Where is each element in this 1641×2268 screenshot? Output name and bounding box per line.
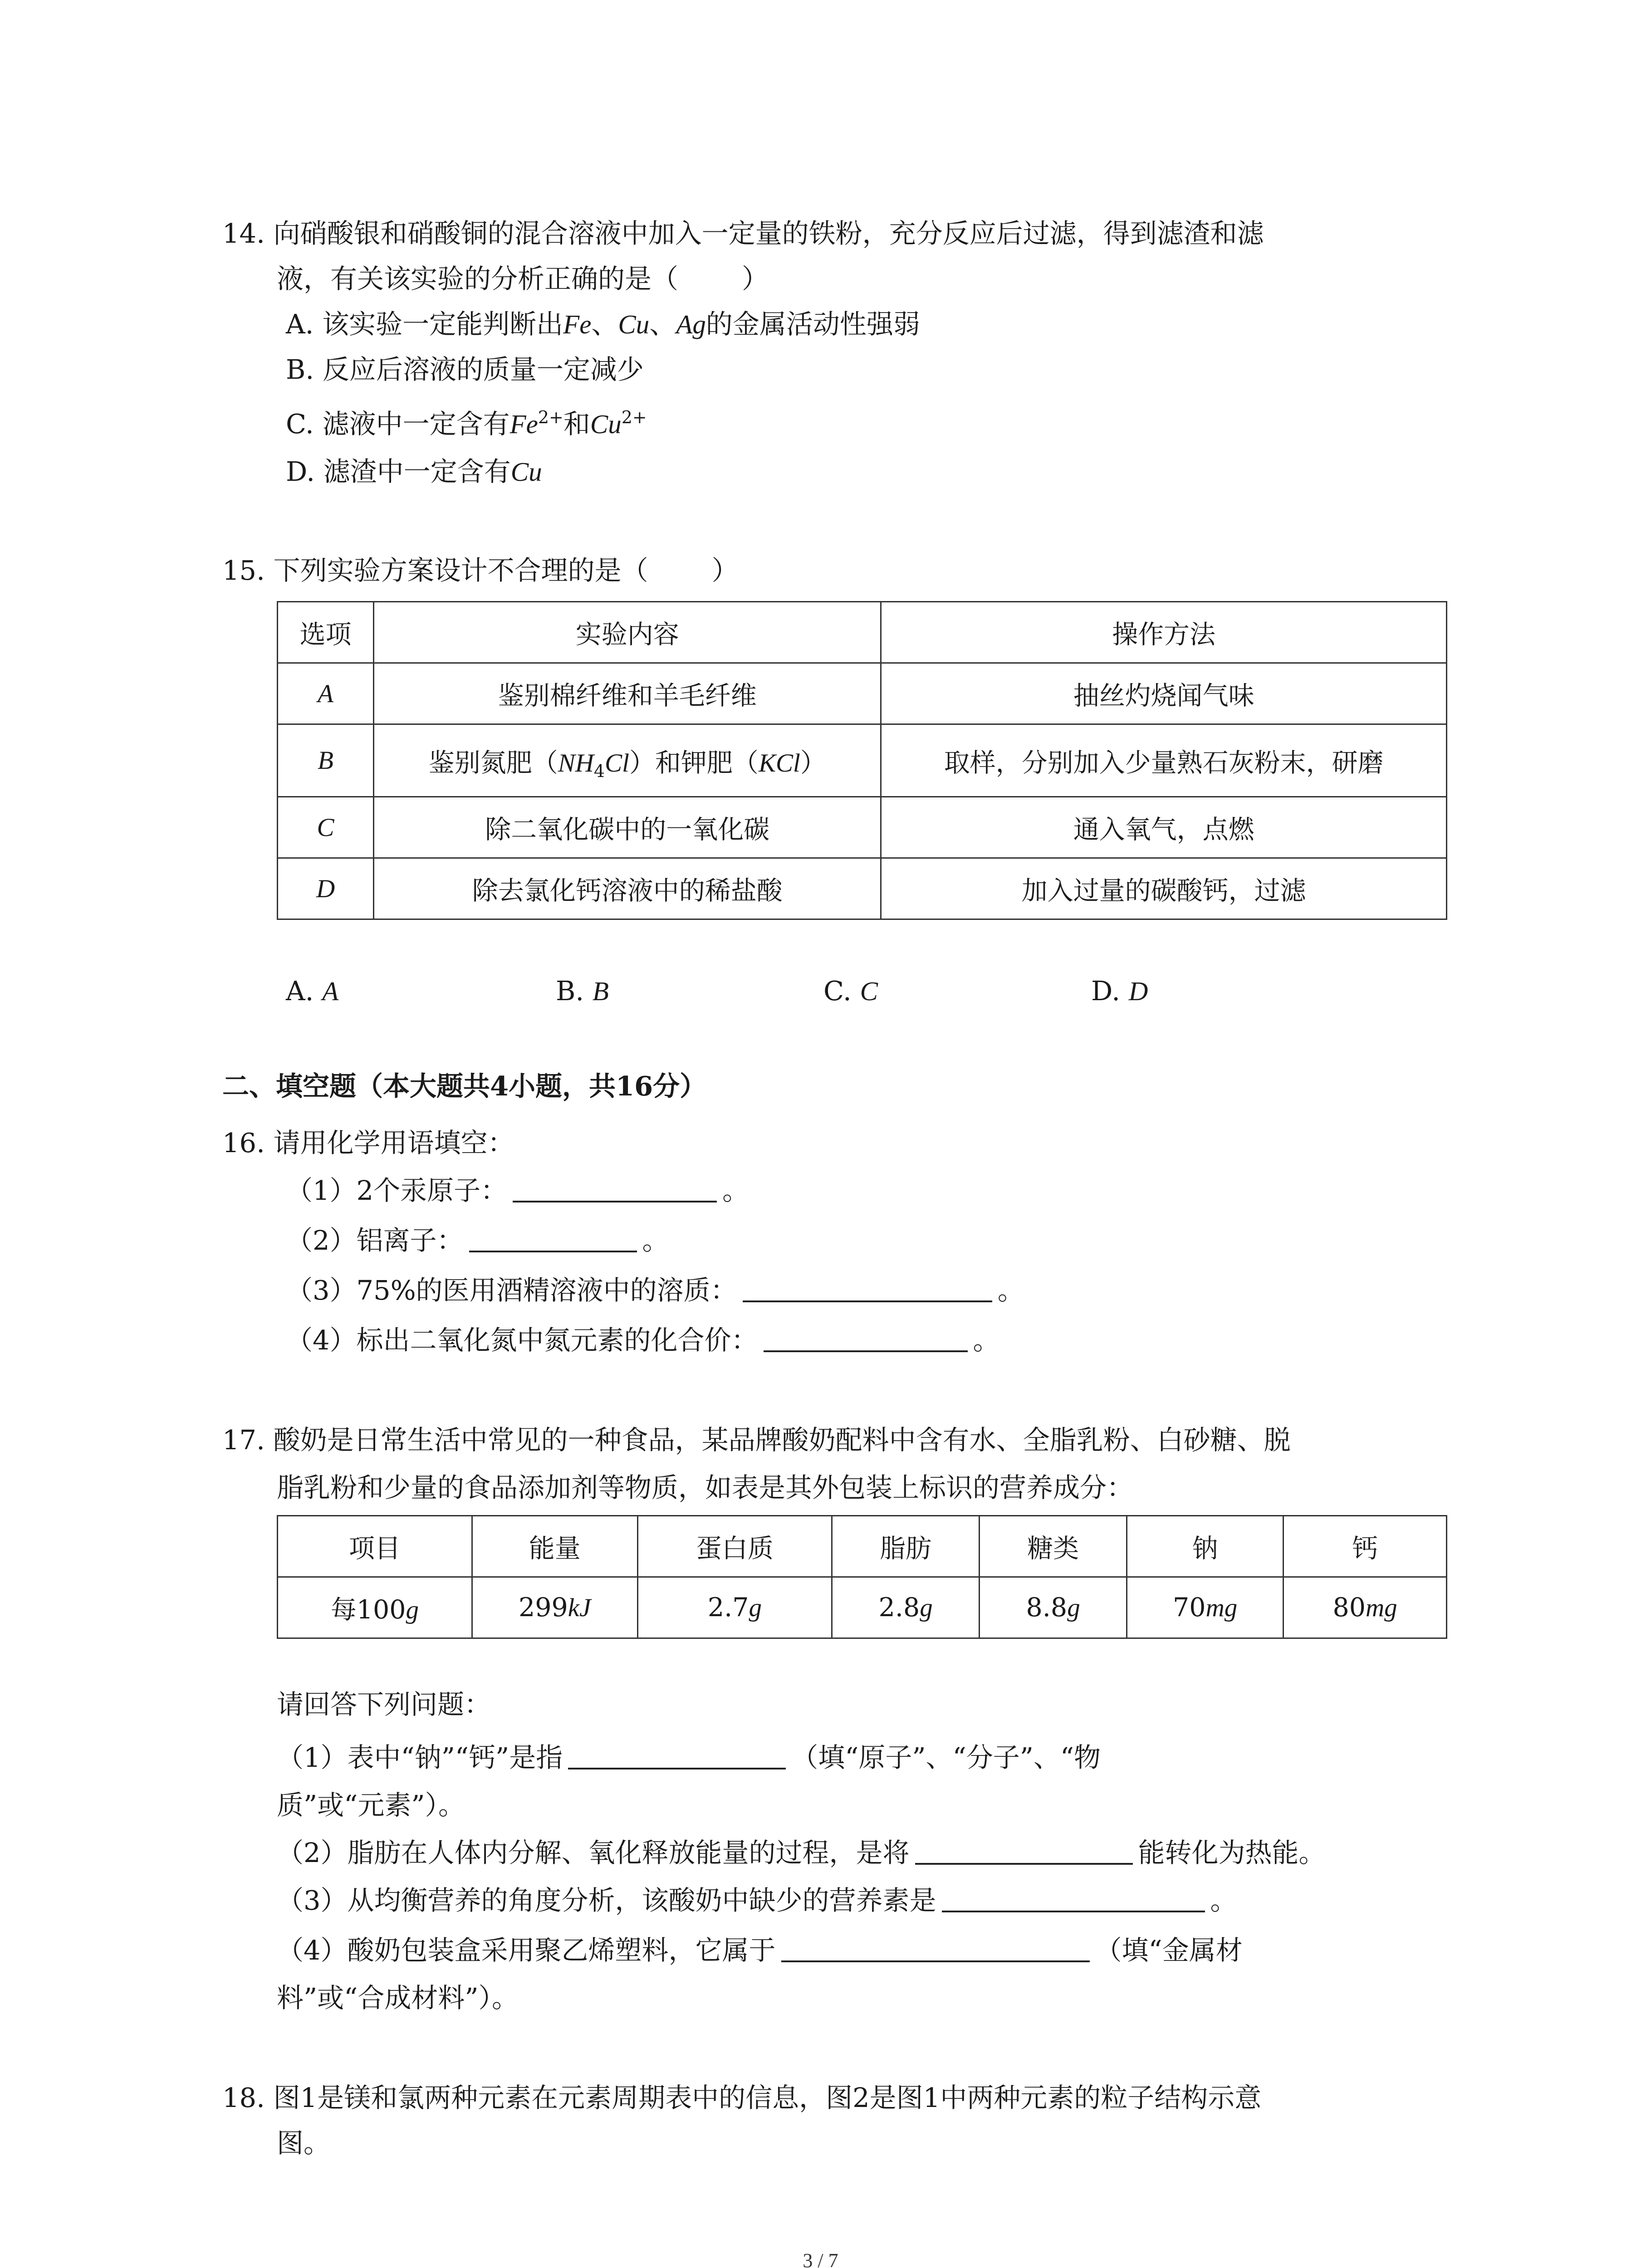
q15-answer-b: B. B (556, 975, 609, 1007)
q16-sub4: （4）标出二氧化氮中氮元素的化合价： 。 (286, 1325, 1000, 1356)
q14-stem-line1: 14. 向硝酸银和硝酸铜的混合溶液中加入一定量的铁粉，充分反应后过滤，得到滤渣和滤 (222, 218, 1264, 249)
q15-answer-a: A. A (286, 975, 339, 1007)
q17-stem-line1: 17. 酸奶是日常生活中常见的一种食品，某品牌酸奶配料中含有水、全脂乳粉、白砂糖、脱 (222, 1424, 1291, 1456)
q17-prompt: 请回答下列问题： (277, 1689, 491, 1720)
answer-blank[interactable] (469, 1225, 637, 1252)
q14-stem-line2: 液，有关该实验的分析正确的是（ ） (277, 263, 769, 294)
q17-sub3: （3）从均衡营养的角度分析，该酸奶中缺少的营养素是 。 (277, 1885, 1237, 1916)
answer-blank[interactable] (781, 1935, 1090, 1962)
q14-option-b: B. 反应后溶液的质量一定减少 (286, 354, 644, 385)
table-header-row: 选项 实验内容 操作方法 (278, 602, 1447, 663)
q17-sub4: （4）酸奶包装盒采用聚乙烯塑料，它属于 （填“金属材 (277, 1935, 1243, 1966)
q17-sub1-cont: 质”或“元素”）。 (277, 1789, 465, 1821)
table-row: C 除二氧化碳中的一氧化碳 通入氧气，点燃 (278, 797, 1447, 858)
q17-sub4-cont: 料”或“合成材料”）。 (277, 1982, 519, 2014)
answer-blank[interactable] (764, 1325, 968, 1352)
section-heading: 二、填空题（本大题共4小题，共16分） (222, 1070, 707, 1102)
q17-sub1: （1）表中“钠”“钙”是指 （填“原子”、“分子”、“物 (277, 1742, 1101, 1773)
nutrition-table (277, 1515, 1447, 1639)
table-row: B 鉴别氮肥$(NH_4Cl)$和钾肥（KCl） 取样，分别加入少量熟石灰粉末，研磨 (278, 724, 1447, 797)
answer-blank[interactable] (942, 1885, 1205, 1912)
q15-number: 15. (222, 555, 265, 586)
q16-stem: 16. 请用化学用语填空： (222, 1127, 514, 1158)
q16-number: 16. (222, 1127, 265, 1158)
table-header-row: 项目 能量 蛋白质 脂肪 糖类 钠 钙 (278, 1516, 1447, 1577)
answer-blank[interactable] (743, 1275, 992, 1302)
q16-sub3: （3）75%的医用酒精溶液中的溶质： 。 (286, 1275, 1024, 1306)
table-row: D 除去氯化钙溶液中的稀盐酸 加入过量的碳酸钙，过滤 (278, 858, 1447, 919)
answer-blank[interactable] (568, 1742, 786, 1769)
q15-answer-d: D. D (1091, 975, 1148, 1007)
q14-option-d: D. 滤渣中一定含有Cu (286, 456, 542, 487)
answer-blank[interactable] (915, 1838, 1133, 1865)
answer-blank[interactable] (513, 1175, 717, 1202)
q15-answer-c: C. C (823, 975, 878, 1007)
table-row: A 鉴别棉纤维和羊毛纤维 抽丝灼烧闻气味 (278, 663, 1447, 724)
q15-table (277, 601, 1447, 920)
q17-stem-line2: 脂乳粉和少量的食品添加剂等物质，如表是其外包装上标识的营养成分： (277, 1472, 1134, 1503)
q16-sub1: （1）2个汞原子： 。 (286, 1175, 749, 1206)
q17-sub2: （2）脂肪在人体内分解、氧化释放能量的过程，是将 能转化为热能。 (277, 1837, 1326, 1868)
table-row: 每100g 299kJ 2.7g 2.8g 8.8g 70mg 80mg (278, 1577, 1447, 1638)
q17-number: 17. (222, 1424, 265, 1456)
q14-option-c: C. 滤液中一定含有$Fe^{2+}$和$Cu^{2+}$ (286, 407, 647, 440)
q18-number: 18. (222, 2082, 265, 2113)
q14-number: 14. (222, 218, 265, 249)
q18-stem-line2: 图。 (277, 2127, 331, 2159)
q15-stem: 15. 下列实验方案设计不合理的是（ ） (222, 555, 739, 586)
q14-option-a: A. 该实验一定能判断出Fe、Cu、Ag的金属活动性强弱 (286, 308, 920, 340)
q18-stem-line1: 18. 图1是镁和氯两种元素在元素周期表中的信息，图2是图1中两种元素的粒子结构示意 (222, 2082, 1262, 2113)
q16-sub2: （2）铝离子： 。 (286, 1225, 669, 1256)
page-number: 3 / 7 (803, 2249, 838, 2268)
